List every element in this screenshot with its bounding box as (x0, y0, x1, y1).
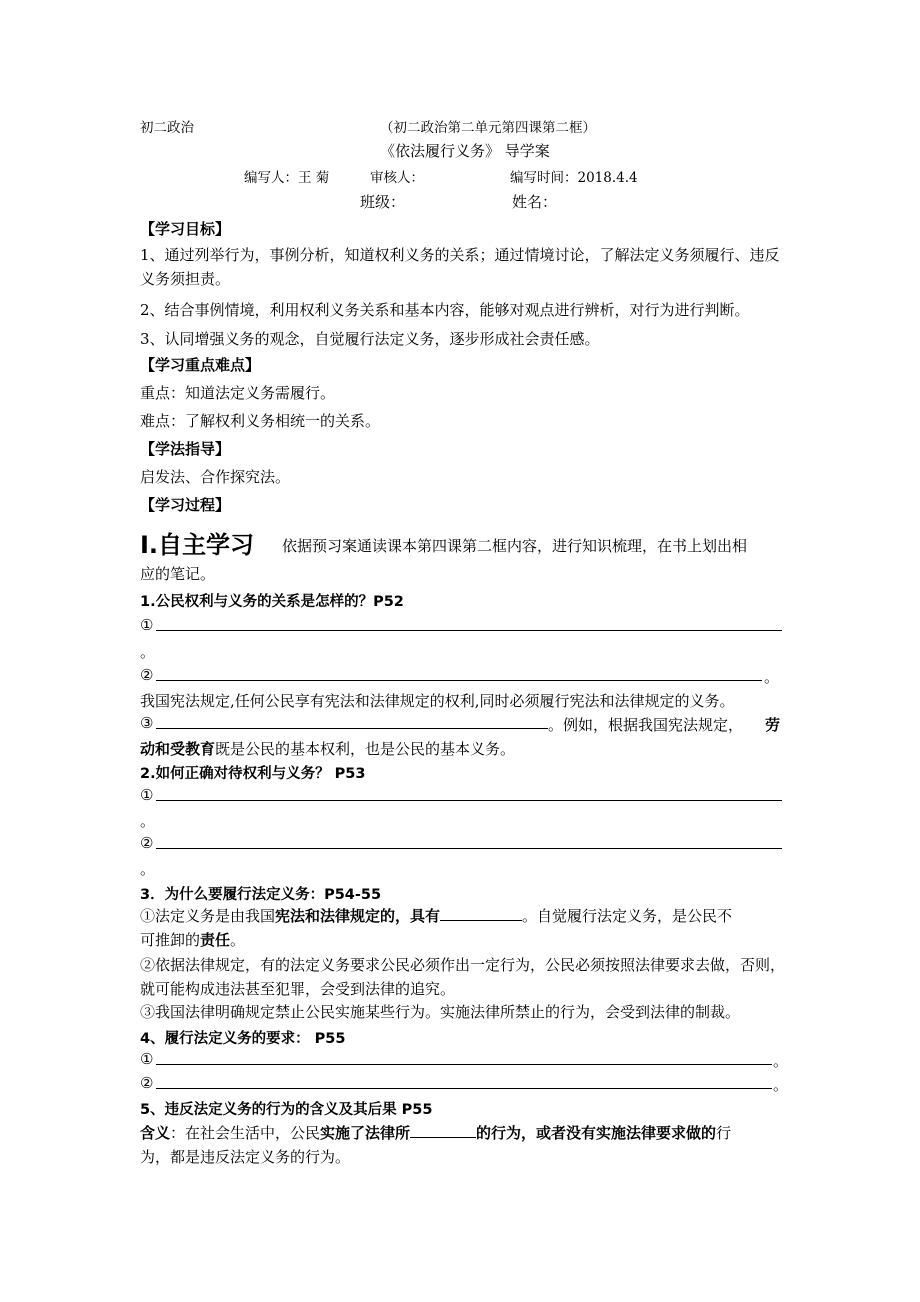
method-text: 启发法、合作探究法。 (140, 468, 291, 486)
q1-example-a: 。例如，根据我国宪法规定， (548, 716, 744, 734)
q4-answer-1-line[interactable] (156, 1050, 772, 1065)
difficult-point: 难点：了解权利义务相统一的关系。 (140, 412, 381, 430)
q3-a1: ①法定义务是由我国 (140, 907, 276, 925)
q1-example-b: 劳 (765, 716, 781, 734)
q5-a3: 实施了法律所 (320, 1124, 411, 1142)
q3-a2: 宪法和法律规定的，具有 (275, 907, 441, 925)
question-1: 1.公民权利与义务的关系是怎样的？P52 (140, 594, 404, 610)
reviewer-label: 审核人： (370, 170, 424, 186)
q2-mark-1: ① (140, 786, 154, 804)
q4-answer-2-line[interactable] (156, 1074, 772, 1089)
q5-a1: 含义 (140, 1124, 171, 1142)
q1-answer-1-line[interactable] (156, 616, 782, 631)
q3-a3: 。自觉履行法定义务，是公民不 (522, 907, 733, 925)
q1-period-2: 。 (764, 668, 780, 686)
question-4: 4、履行法定义务的要求： P55 (140, 1031, 346, 1047)
section-intro-2: 应的笔记。 (140, 565, 216, 583)
q5-a4: 的行为，或者没有实施法律要求做的 (476, 1124, 717, 1142)
method-heading: 【学法指导】 (140, 440, 231, 458)
page-title: 《依法履行义务》 导学案 (380, 142, 550, 160)
q3-a6: 。 (230, 931, 246, 949)
goal-item-3: 3、认同增强义务的观念，自觉履行法定义务，逐步形成社会责任感。 (140, 330, 600, 348)
process-heading: 【学习过程】 (140, 496, 231, 514)
goal-item-2: 2、结合事例情境，利用权利义务关系和基本内容，能够对观点进行辨析，对行为进行判断。 (140, 301, 750, 319)
goal-item-1: 1、通过列举行为，事例分析，知道权利义务的关系；通过情境讨论，了解法定义务须履行、违反义务须担责。 (140, 246, 780, 288)
q1-answer-3-line[interactable] (156, 714, 548, 729)
q1-example-d: 既是公民的基本权利，也是公民的基本义务。 (215, 740, 516, 758)
goals-heading: 【学习目标】 (140, 220, 231, 238)
keypoints-heading: 【学习重点难点】 (140, 356, 261, 374)
q1-mark-3: ③ (140, 714, 154, 732)
q1-note: 我国宪法规定,任何公民享有宪法和法律规定的权利,同时必须履行宪法和法律规定的义务。 (140, 692, 735, 710)
section-title: Ⅰ.自主学习 (140, 531, 255, 559)
q2-period-1: 。 (140, 812, 156, 830)
class-label: 班级： (360, 193, 406, 211)
q5-blank-line[interactable] (410, 1123, 476, 1138)
q3-a5: 责任 (200, 931, 231, 949)
q1-period-1: 。 (140, 643, 156, 661)
q4-period-1: 。 (773, 1052, 789, 1070)
q1-answer-2-line[interactable] (156, 666, 762, 681)
subject-label: 初二政治 (140, 120, 194, 136)
date-label: 编写时间：2018.4.4 (510, 170, 638, 186)
q1-mark-1: ① (140, 616, 154, 634)
editor-label: 编写人：王 菊 (244, 170, 330, 186)
q4-mark-2: ② (140, 1074, 154, 1092)
q3-a4: 可推卸的 (140, 931, 201, 949)
question-2: 2.如何正确对待权利与义务？ P53 (140, 766, 366, 782)
q2-period-2: 。 (140, 860, 156, 878)
q2-mark-2: ② (140, 834, 154, 852)
key-point: 重点：知道法定义务需履行。 (140, 384, 336, 402)
q5-a5: 行 (716, 1124, 732, 1142)
q1-example-c: 动和受教育 (140, 740, 216, 758)
name-label: 姓名： (512, 193, 558, 211)
question-5: 5、违反法定义务的行为的含义及其后果 P55 (140, 1102, 433, 1118)
unit-label: （初二政治第二单元第四课第二框） (380, 120, 596, 136)
q3-b: ②依据法律规定，有的法定义务要求公民必须作出一定行为，公民必须按照法律要求去做，否则，就可能构成违法甚至犯罪，会受到法律的追究。 (140, 956, 786, 998)
question-3: 3．为什么要履行法定义务：P54-55 (140, 887, 382, 903)
q5-a2: ：在社会生活中，公民 (170, 1124, 321, 1142)
q3-blank-line[interactable] (440, 906, 522, 921)
q1-mark-2: ② (140, 666, 154, 684)
q3-c: ③我国法律明确规定禁止公民实施某些行为。实施法律所禁止的行为，会受到法律的制裁。 (140, 1003, 741, 1021)
q2-answer-1-line[interactable] (156, 786, 782, 801)
section-intro-1: 依据预习案通读课本第四课第二框内容，进行知识梳理，在书上划出相 (282, 537, 748, 555)
q4-mark-1: ① (140, 1050, 154, 1068)
q2-answer-2-line[interactable] (156, 834, 782, 849)
q4-period-2: 。 (773, 1076, 789, 1094)
q5-a6: 为，都是违反法定义务的行为。 (140, 1148, 351, 1166)
